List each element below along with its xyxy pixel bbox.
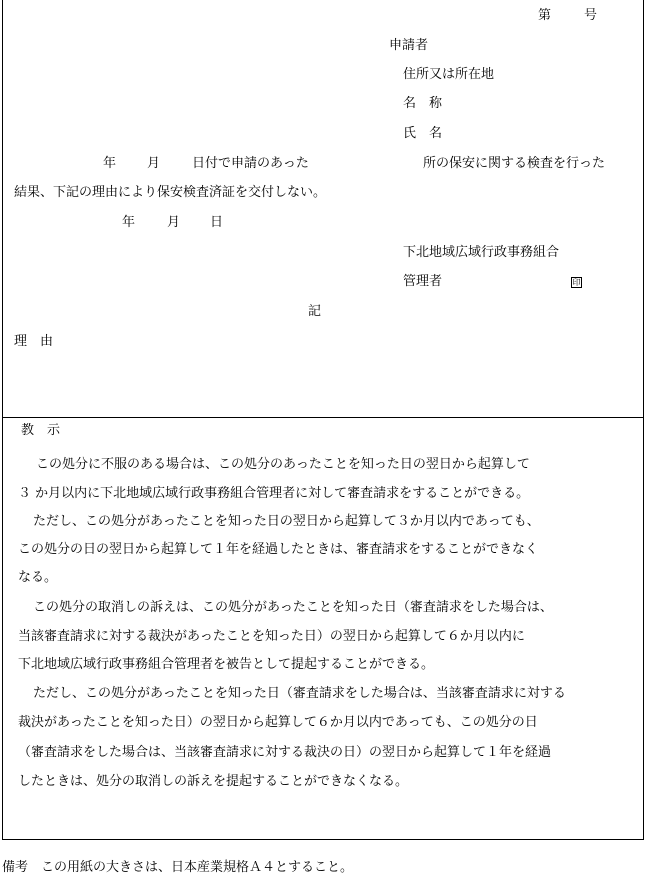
issue-year: 年 <box>122 215 136 230</box>
seal-mark: 印 <box>572 278 581 287</box>
instruction-line: ただし、この処分があったことを知った日の翌日から起算して３か月以内であっても、 <box>33 514 540 529</box>
ki-heading: 記 <box>308 304 322 319</box>
manager-label: 管理者 <box>403 274 443 289</box>
organization-name: 下北地域広域行政事務組合 <box>403 245 560 260</box>
main-form-box <box>2 0 644 418</box>
issue-day: 日 <box>210 215 224 230</box>
date-day-text: 日付で申請のあった <box>192 156 309 171</box>
footer-note: 備考 この用紙の大きさは、日本産業規格Ａ４とすること。 <box>2 860 354 875</box>
address-label: 住所又は所在地 <box>403 67 495 82</box>
result-text: 結果、下記の理由により保安検査済証を交付しない。 <box>14 185 327 200</box>
date-year: 年 <box>103 156 117 171</box>
instruction-line: ただし、この処分があったことを知った日（審査請求をした場合は、当該審査請求に対する <box>33 686 566 701</box>
instruction-line: 当該審査請求に対する裁決があったことを知った日）の翌日から起算して６か月以内に <box>18 629 525 644</box>
inspection-text: 所の保安に関する検査を行った <box>423 156 606 171</box>
instruction-title: 教 示 <box>21 423 61 438</box>
issue-month: 月 <box>167 215 181 230</box>
instruction-line: なる。 <box>18 570 58 585</box>
person-name-label: 氏 名 <box>403 126 443 141</box>
instruction-line: この処分の取消しの訴えは、この処分があったことを知った日（審査請求をした場合は、 <box>33 600 553 615</box>
number-dai: 第 <box>538 8 552 23</box>
instruction-line: この処分の日の翌日から起算して１年を経過したときは、審査請求をすることができなく <box>18 542 539 557</box>
instruction-line: ３ か月以内に下北地域広域行政事務組合管理者に対して審査請求をすることができる。 <box>18 486 530 501</box>
reason-label: 理 由 <box>14 334 54 349</box>
instruction-line: したときは、処分の取消しの訴えを提起することができなくなる。 <box>18 774 409 789</box>
date-month: 月 <box>147 156 161 171</box>
instruction-line: （審査請求をした場合は、当該審査請求に対する裁決の日）の翌日から起算して１年を経過 <box>18 745 552 760</box>
instruction-line: 裁決があったことを知った日）の翌日から起算して６か月以内であっても、この処分の日 <box>18 715 538 730</box>
instruction-line: 下北地域広域行政事務組合管理者を被告として提起することができる。 <box>18 657 435 672</box>
number-go: 号 <box>584 8 598 23</box>
name-label: 名 称 <box>403 96 443 111</box>
instruction-line: この処分に不服のある場合は、この処分のあったことを知った日の翌日から起算して <box>36 457 530 472</box>
applicant-label: 申請者 <box>389 38 429 53</box>
